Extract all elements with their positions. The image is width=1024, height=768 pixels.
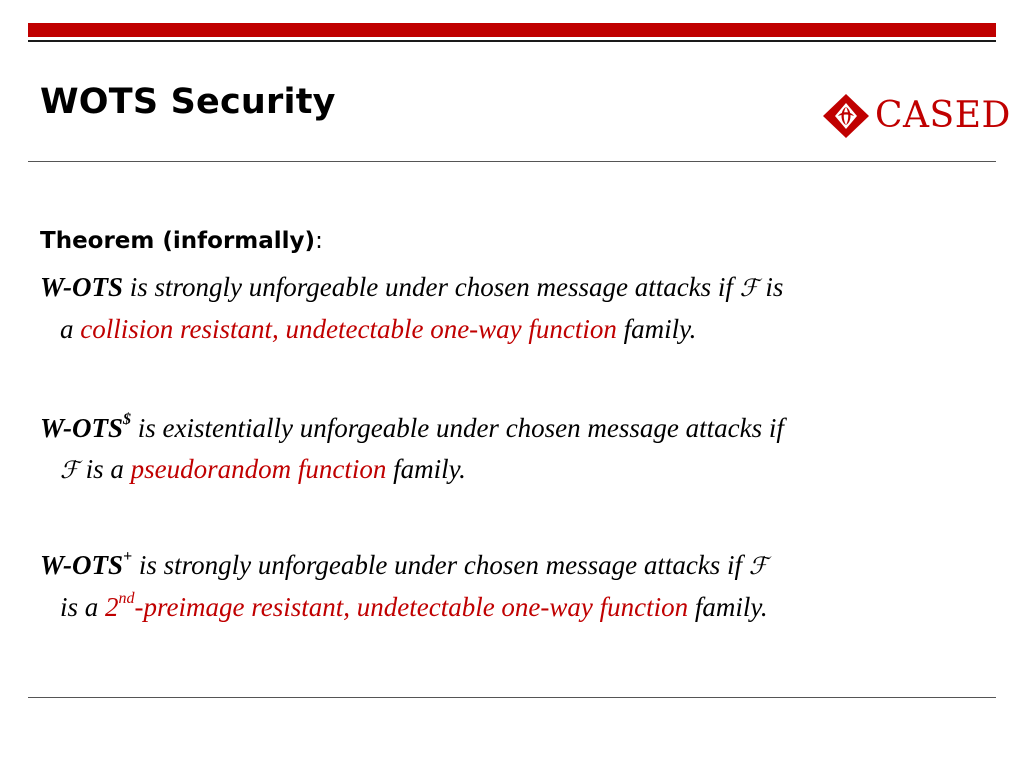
scheme-name [40,413,131,443]
statement-text: is existentially unforgeable under chosen message attacks if [131,413,784,443]
logo-text: CASED [875,95,1011,136]
highlighted-property: collision resistant, undetectable one-way function [80,314,617,344]
statement-text: family. [616,314,697,344]
footer-separator [28,697,996,698]
ordinal-number: 2 [105,592,119,622]
statement-text: family. [688,592,768,622]
scheme-base: W-OTS [40,413,124,443]
scheme-superscript: + [123,548,133,565]
family-symbol: ℱ [739,274,759,302]
scheme-superscript: $ [123,411,132,428]
scheme-name: W-OTS [40,272,124,302]
statement-wots-plus [40,545,1000,628]
slide-title: WOTS Security [40,82,336,122]
statement-wots-dollar [40,408,1000,491]
ordinal-suffix: nd [118,590,135,607]
cased-logo [823,94,1011,138]
statement-text: is strongly unforgeable under chosen message attacks if [123,272,740,302]
statement-text: is a [78,454,131,484]
theorem-label: Theorem (informally) [40,228,316,254]
scheme-base: W-OTS [40,550,124,580]
property-text: -preimage resistant, undetectable one-way function [134,592,689,622]
family-symbol: ℱ [748,552,768,580]
statement-continuation [40,587,1000,628]
statement-text: is strongly unforgeable under chosen message attacks if [132,550,749,580]
statement-text: is [758,272,784,302]
statement-continuation [40,309,1000,350]
family-symbol: ℱ [60,456,79,484]
theorem-heading [40,228,323,254]
statement-wots [40,267,1000,350]
highlighted-property [105,592,688,622]
highlighted-property: pseudorandom function [130,454,387,484]
cased-logo-icon [823,94,869,138]
title-separator [28,161,996,162]
statement-text: is a [60,592,106,622]
scheme-name [40,550,132,580]
theorem-colon: : [315,228,323,254]
statement-text: a [60,314,81,344]
statement-text: family. [386,454,466,484]
statement-continuation [40,449,1000,491]
header-divider-line [28,40,996,42]
header-accent-bar [28,23,996,37]
